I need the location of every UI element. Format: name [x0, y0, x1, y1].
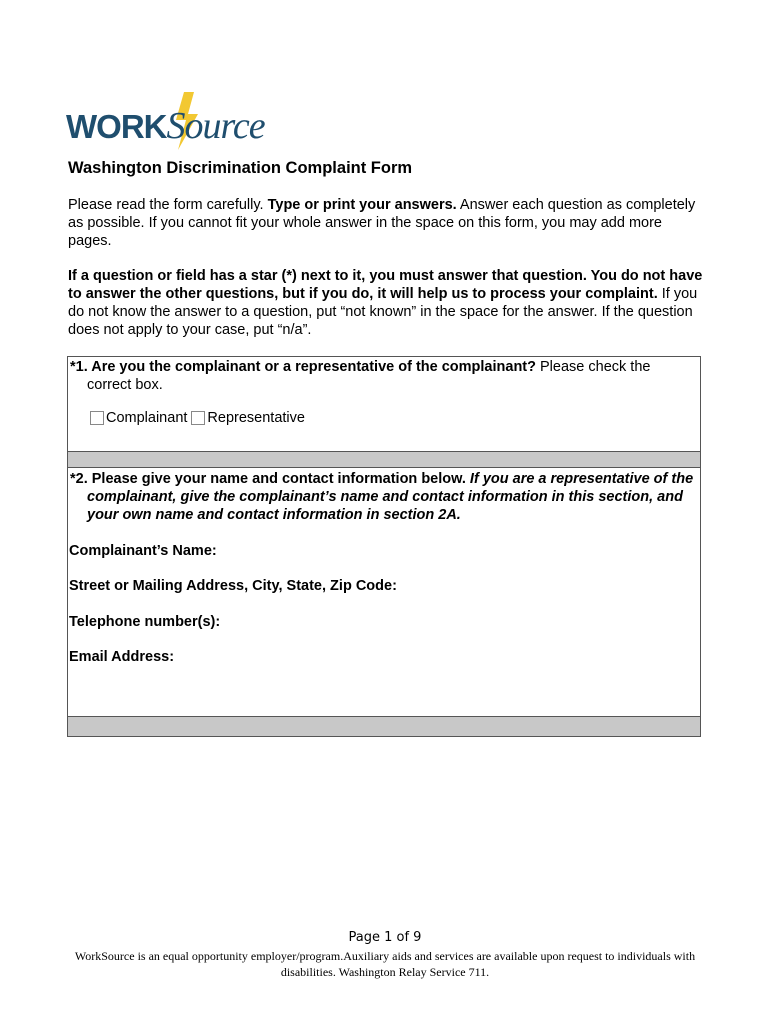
- email-field[interactable]: Email Address:: [69, 649, 175, 665]
- complainant-name-field[interactable]: Complainant’s Name:: [69, 543, 217, 559]
- intro-p1-bold: Type or print your answers.: [267, 197, 457, 213]
- section-divider: [68, 451, 700, 468]
- address-field[interactable]: Street or Mailing Address, City, State, Zip Code:: [69, 578, 397, 594]
- form-title: Washington Discrimination Complaint Form: [68, 159, 413, 177]
- question-1-bold: *1. Are you the complainant or a representative of the complainant?: [70, 359, 536, 375]
- complaint-form-table: [67, 356, 701, 737]
- question-1-text: [70, 358, 696, 394]
- question-1-rest: Please check the correct box.: [87, 359, 651, 393]
- complainant-label: Complainant: [106, 410, 188, 426]
- question-2-italic: If you are a representative of the complainant, give the complainant’s name and contact information in this section, and your own name and contact information in section 2A.: [87, 471, 694, 523]
- footer-disclaimer: WorkSource is an equal opportunity employer/program.Auxiliary aids and services are available upon request to individuals with disabilities. Washington Relay Service 711.: [74, 949, 696, 979]
- intro-p2-text: If you do not know the answer to a question, put “not known” in the space for the answer. If the question does not apply to your case, put “n/a”.: [68, 286, 698, 338]
- logo-work-text: WORK: [66, 108, 167, 145]
- intro-paragraph-1: [68, 196, 708, 250]
- question-1-section: [68, 357, 700, 451]
- question-2-bold: *2. Please give your name and contact information below.: [70, 471, 466, 487]
- worksource-logo: [66, 90, 316, 152]
- page-number: Page 1 of 9: [348, 930, 422, 945]
- role-checkbox-group: [90, 410, 309, 426]
- representative-label: Representative: [207, 410, 305, 426]
- complainant-checkbox[interactable]: [90, 411, 104, 425]
- question-2-text: [70, 470, 696, 524]
- intro-paragraph-2: [68, 267, 708, 339]
- section-divider: [68, 716, 700, 736]
- logo-source-text: Source: [166, 105, 265, 147]
- intro-p1-text-a: Please read the form carefully.: [68, 197, 268, 213]
- telephone-field[interactable]: Telephone number(s):: [69, 614, 221, 630]
- logo-lettering: [66, 104, 265, 148]
- intro-p1-text-c: Answer each question as completely as possible. If you cannot fit your whole answer in the space on this form, you may add more pages.: [68, 197, 696, 249]
- representative-checkbox[interactable]: [191, 411, 205, 425]
- intro-p2-bold: If a question or field has a star (*) next to it, you must answer that question. You do not have to answer the other questions, but if you do, it will help us to process your complaint.: [68, 268, 703, 302]
